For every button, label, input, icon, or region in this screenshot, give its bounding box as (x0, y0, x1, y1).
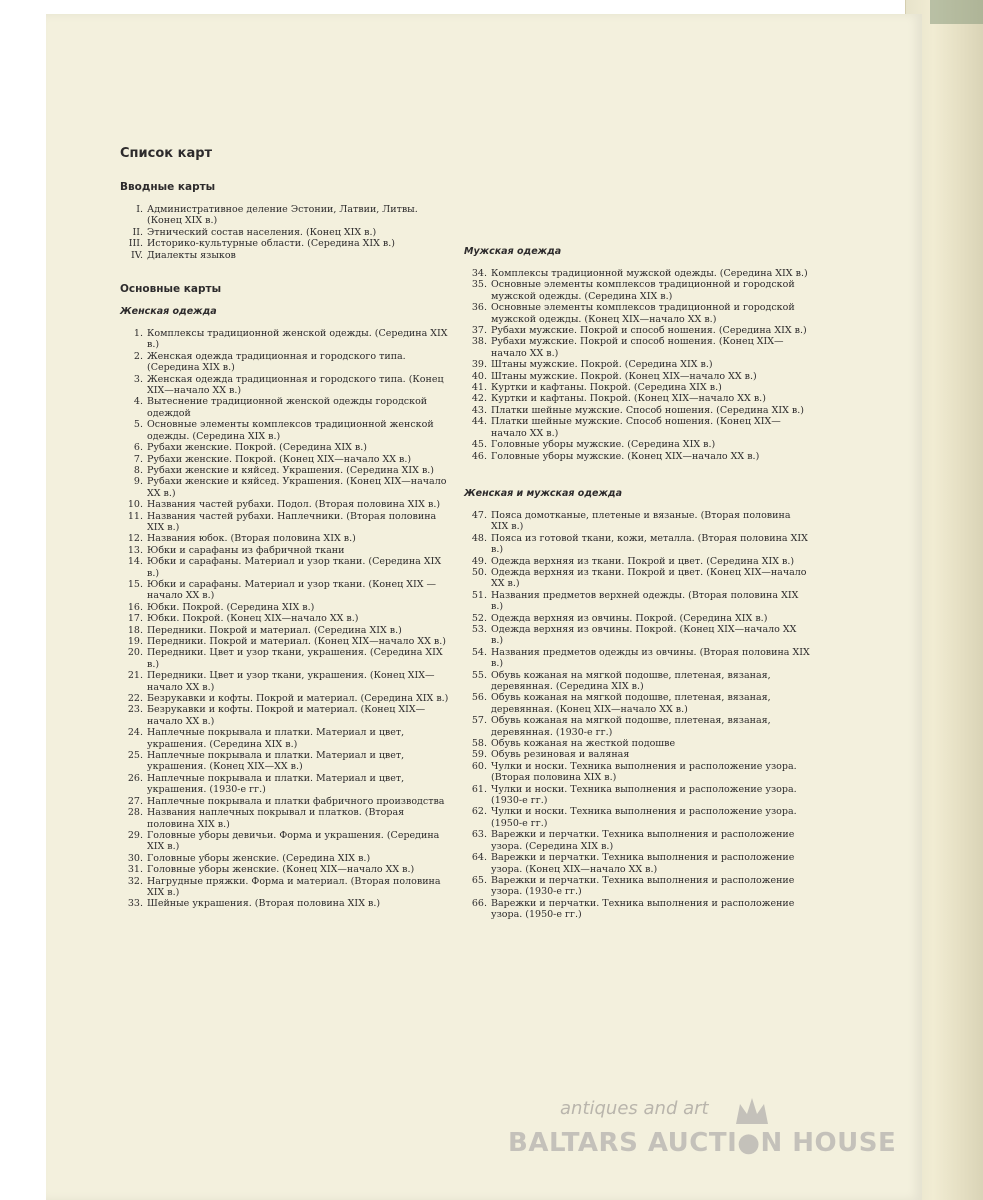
list-item (460, 852, 810, 875)
item-text: Юбки. Покрой. (Конец XIX—начало XX в.) (147, 613, 359, 625)
list-item (116, 351, 451, 374)
item-text: Головные уборы девичьи. Форма и украшения. (Середина XIX в.) (147, 829, 440, 853)
list-item (460, 715, 810, 738)
item-number: 32. (127, 875, 143, 887)
item-text: Варежки и перчатки. Техника выполнения и расположение узора. (Середина XIX в.) (491, 829, 795, 852)
item-text: Названия частей рубахи. Подол. (Вторая половина XIX в.) (147, 499, 441, 511)
item-number: 23. (127, 704, 143, 716)
item-text: Этнический состав населения. (Конец XIX в.) (147, 226, 377, 238)
item-text: Одежда верхняя из ткани. Покрой и цвет. (Середина XIX в.) (491, 555, 795, 567)
list-item (116, 419, 451, 442)
item-number: IV. (131, 249, 143, 261)
list-item (460, 336, 810, 359)
item-text: Основные элементы комплексов традиционной женской одежды. (Середина XIX в.) (147, 419, 434, 442)
item-number: 17. (127, 613, 143, 625)
item-text: Передники. Цвет и узор ткани, украшения. (Середина XIX в.) (147, 647, 443, 670)
item-number: 40. (471, 370, 487, 382)
item-text: Вытеснение традиционной женской одежды городской одеждой (147, 396, 428, 419)
item-text: Рубахи женские. Покрой. (Конец XIX—начало XX в.) (147, 453, 412, 465)
both-list (460, 510, 810, 921)
list-item (116, 556, 451, 579)
list-item (116, 328, 451, 351)
list-item (116, 864, 451, 875)
item-text: Юбки и сарафаны из фабричной ткани (147, 544, 345, 556)
list-item (116, 807, 451, 830)
women-heading: Женская одежда (120, 306, 217, 318)
list-item (116, 238, 451, 249)
list-item (460, 784, 810, 807)
item-number: 21. (127, 670, 143, 682)
item-text: Наплечные покрывала и платки. Материал и цвет, украшения. (Середина XIX в.) (147, 727, 405, 750)
list-item (116, 636, 451, 647)
item-number: 54. (471, 646, 487, 658)
list-item (116, 773, 451, 796)
item-text: Основные элементы комплексов традиционной и городской мужской одежды. (Конец XIX—начало XX в.) (491, 302, 795, 325)
list-item (116, 442, 451, 453)
item-text: Наплечные покрывала и платки. Материал и цвет, украшения. (Конец XIX—XX в.) (147, 750, 405, 773)
item-number: 5. (133, 419, 143, 431)
item-text: Варежки и перчатки. Техника выполнения и расположение узора. (Конец XIX—начало XX в.) (491, 852, 795, 875)
list-item (460, 268, 810, 279)
item-number: 50. (471, 566, 487, 578)
item-text: Историко-культурные области. (Середина XIX в.) (147, 238, 396, 250)
item-text: Рубахи мужские. Покрой и способ ношения. (Конец XIX—начало XX в.) (491, 336, 784, 359)
item-number: 33. (127, 898, 143, 910)
list-item (460, 533, 810, 556)
women-list (116, 328, 451, 910)
list-item (116, 853, 451, 864)
item-text: Безрукавки и кофты. Покрой и материал. (Середина XIX в.) (147, 693, 449, 705)
item-text: Одежда верхняя из овчины. Покрой. (Середина XIX в.) (491, 612, 768, 624)
item-number: 1. (133, 328, 143, 340)
list-item (116, 511, 451, 534)
item-number: 13. (127, 544, 143, 556)
item-text: Передники. Цвет и узор ткани, украшения. (Конец XIX—начало XX в.) (147, 670, 435, 693)
item-number: 8. (133, 464, 143, 476)
item-number: 43. (471, 404, 487, 416)
list-item (460, 416, 810, 439)
item-number: 29. (127, 829, 143, 841)
list-item (460, 829, 810, 852)
item-number: III. (128, 238, 143, 250)
item-number: 58. (471, 738, 487, 750)
item-number: 14. (127, 556, 143, 568)
list-item (460, 556, 810, 567)
item-text: Юбки. Покрой. (Середина XIX в.) (147, 601, 315, 613)
item-number: 65. (471, 874, 487, 886)
item-number: 2. (133, 350, 143, 362)
list-item (116, 796, 451, 807)
item-number: 31. (127, 864, 143, 876)
item-number: 18. (127, 624, 143, 636)
item-text: Нагрудные пряжки. Форма и материал. (Вторая половина XIX в.) (147, 875, 441, 898)
item-text: Головные уборы мужские. (Середина XIX в.) (491, 439, 716, 451)
item-text: Передники. Покрой и материал. (Середина XIX в.) (147, 624, 402, 636)
item-number: 19. (127, 636, 143, 647)
list-item (460, 624, 810, 647)
list-item (116, 830, 451, 853)
item-number: 52. (471, 612, 487, 624)
item-text: Обувь кожаная на мягкой подошве, плетеная, вязаная, деревянная. (Конец XIX—начало XX в.) (491, 692, 771, 715)
document-title: Список карт (120, 146, 213, 161)
men-heading: Мужская одежда (464, 246, 562, 257)
item-text: Обувь кожаная на мягкой подошве, плетеная, вязаная, деревянная. (Середина XIX в.) (491, 669, 771, 692)
item-text: Юбки и сарафаны. Материал и узор ткани. (Середина XIX в.) (147, 556, 442, 579)
list-item (116, 227, 451, 238)
cover-edge (930, 0, 983, 24)
item-text: Платки шейные мужские. Способ ношения. (Конец XIX—начало XX в.) (491, 416, 781, 439)
item-text: Чулки и носки. Техника выполнения и расположение узора. (1930-е гг.) (491, 783, 797, 807)
list-item (116, 465, 451, 476)
list-item (460, 806, 810, 829)
list-item (116, 693, 451, 704)
item-number: 47. (471, 509, 487, 521)
item-number: 39. (471, 359, 487, 371)
item-number: 59. (471, 749, 487, 761)
item-number: 61. (471, 783, 487, 795)
item-number: 60. (471, 760, 487, 772)
item-text: Шейные украшения. (Вторая половина XIX в.) (147, 898, 381, 910)
item-number: 24. (127, 727, 143, 739)
item-number: 25. (127, 750, 143, 762)
item-text: Чулки и носки. Техника выполнения и расположение узора. (1950-е гг.) (491, 806, 797, 829)
item-number: 66. (471, 897, 487, 909)
item-text: Головные уборы женские. (Середина XIX в.) (147, 852, 371, 864)
list-item (116, 898, 451, 909)
item-number: 16. (127, 601, 143, 613)
list-item (460, 359, 810, 370)
item-number: 30. (127, 852, 143, 864)
crown-icon (732, 1094, 772, 1128)
list-item (116, 476, 451, 499)
list-item (116, 625, 451, 636)
item-number: 41. (471, 382, 487, 394)
list-item (116, 670, 451, 693)
item-number: 37. (471, 325, 487, 337)
list-item (116, 374, 451, 397)
item-text: Передники. Покрой и материал. (Конец XIX—начало XX в.) (147, 636, 446, 647)
item-number: 35. (471, 279, 487, 291)
item-text: Чулки и носки. Техника выполнения и расположение узора. (Вторая половина XIX в.) (491, 760, 797, 784)
item-text: Одежда верхняя из овчины. Покрой. (Конец XIX—начало XX в.) (491, 623, 797, 647)
item-text: Комплексы традиционной мужской одежды. (Середина XIX в.) (491, 268, 808, 279)
list-item (460, 738, 810, 749)
list-item (460, 382, 810, 393)
list-item (460, 567, 810, 590)
item-text: Названия предметов верхней одежды. (Вторая половина XIX в.) (491, 589, 799, 613)
list-item (116, 647, 451, 670)
item-text: Безрукавки и кофты. Покрой и материал. (Конец XIX—начало XX в.) (147, 704, 426, 727)
item-number: 7. (133, 453, 143, 465)
list-item (460, 302, 810, 325)
item-number: 51. (471, 589, 487, 601)
item-number: 36. (471, 302, 487, 314)
item-number: II. (132, 226, 143, 238)
list-item (460, 325, 810, 336)
item-text: Обувь резиновая и валяная (491, 749, 630, 761)
item-number: 12. (127, 533, 143, 545)
item-text: Обувь кожаная на мягкой подошве, плетеная, вязаная, деревянная. (1930-е гг.) (491, 715, 771, 738)
list-item (460, 393, 810, 404)
item-text: Рубахи мужские. Покрой и способ ношения. (Середина XIX в.) (491, 325, 807, 337)
list-item (116, 579, 451, 602)
item-number: 55. (471, 669, 487, 681)
item-text: Куртки и кафтаны. Покрой. (Конец XIX—начало XX в.) (491, 393, 766, 405)
item-text: Женская одежда традиционная и городского типа. (Середина XIX в.) (147, 350, 406, 374)
watermark-tagline: antiques and art (560, 1098, 709, 1119)
item-number: I. (136, 204, 143, 215)
item-number: 62. (471, 806, 487, 818)
item-number: 20. (127, 647, 143, 659)
list-item (116, 704, 451, 727)
men-list (460, 268, 810, 462)
list-item (460, 405, 810, 416)
item-number: 56. (471, 692, 487, 704)
item-text: Платки шейные мужские. Способ ношения. (Середина XIX в.) (491, 404, 804, 416)
item-text: Названия предметов одежды из овчины. (Вторая половина XIX в.) (491, 646, 810, 670)
item-number: 53. (471, 623, 487, 635)
list-item (460, 761, 810, 784)
item-number: 45. (471, 439, 487, 451)
list-item (460, 279, 810, 302)
item-text: Пояса из готовой ткани, кожи, металла. (Вторая половина XIX в.) (491, 532, 808, 556)
item-number: 63. (471, 829, 487, 841)
item-text: Юбки и сарафаны. Материал и узор ткани. (Конец XIX — начало XX в.) (147, 578, 437, 602)
item-number: 22. (127, 693, 143, 705)
list-item (116, 613, 451, 624)
item-text: Рубахи женские и кяйсед. Украшения. (Конец XIX—начало XX в.) (147, 476, 447, 499)
list-item (116, 545, 451, 556)
item-text: Наплечные покрывала и платки фабричного производства (147, 795, 445, 807)
item-number: 34. (471, 268, 487, 279)
list-item (116, 533, 451, 544)
item-number: 11. (127, 510, 143, 522)
list-item (460, 451, 810, 462)
list-item (460, 590, 810, 613)
item-number: 46. (471, 450, 487, 462)
item-text: Комплексы традиционной женской одежды. (Середина XIX в.) (147, 328, 448, 351)
item-text: Головные уборы мужские. (Конец XIX—начало XX в.) (491, 450, 760, 462)
item-number: 44. (471, 416, 487, 428)
both-heading: Женская и мужская одежда (464, 487, 622, 499)
item-text: Головные уборы женские. (Конец XIX—начало XX в.) (147, 864, 415, 876)
list-item (460, 875, 810, 898)
list-item (460, 647, 810, 670)
item-number: 3. (133, 373, 143, 385)
item-number: 27. (127, 795, 143, 807)
item-text: Штаны мужские. Покрой. (Конец XIX—начало XX в.) (491, 370, 757, 382)
watermark (500, 1094, 920, 1174)
item-number: 57. (471, 715, 487, 727)
watermark-brand: BALTARS AUCTI●N HOUSE (508, 1128, 897, 1158)
list-item (116, 204, 451, 227)
item-number: 42. (471, 393, 487, 405)
list-item (116, 499, 451, 510)
list-item (116, 727, 451, 750)
item-number: 6. (133, 442, 143, 454)
item-text: Рубахи женские и кяйсед. Украшения. (Середина XIX в.) (147, 464, 435, 476)
intro-list (116, 204, 451, 261)
item-text: Штаны мужские. Покрой. (Середина XIX в.) (491, 359, 713, 371)
item-text: Варежки и перчатки. Техника выполнения и расположение узора. (1930-е гг.) (491, 874, 795, 898)
list-item (460, 613, 810, 624)
right-column (460, 238, 810, 921)
item-text: Названия частей рубахи. Наплечники. (Вторая половина XIX в.) (147, 510, 437, 533)
list-item (460, 898, 810, 921)
list-item (116, 250, 451, 261)
list-item (460, 670, 810, 693)
item-text: Административное деление Эстонии, Латвии, Литвы. (Конец XIX в.) (147, 204, 418, 227)
list-item (116, 876, 451, 899)
item-text: Варежки и перчатки. Техника выполнения и расположение узора. (1950-е гг.) (491, 897, 795, 921)
list-item (460, 749, 810, 760)
item-text: Куртки и кафтаны. Покрой. (Середина XIX в.) (491, 382, 722, 394)
item-text: Женская одежда традиционная и городского типа. (Конец XIX—начало XX в.) (147, 373, 444, 397)
intro-heading: Вводные карты (120, 181, 216, 193)
list-item (116, 454, 451, 465)
item-number: 28. (127, 807, 143, 819)
item-number: 4. (133, 396, 143, 408)
item-number: 64. (471, 852, 487, 864)
list-item (116, 750, 451, 773)
item-text: Одежда верхняя из ткани. Покрой и цвет. (Конец XIX—начало XX в.) (491, 566, 807, 590)
list-item (116, 396, 451, 419)
left-column (116, 146, 451, 910)
item-text: Пояса домотканые, плетеные и вязаные. (Вторая половина XIX в.) (491, 509, 791, 533)
list-item (460, 692, 810, 715)
item-number: 49. (471, 555, 487, 567)
item-number: 15. (127, 578, 143, 590)
main-heading: Основные карты (120, 283, 222, 296)
list-item (116, 602, 451, 613)
list-item (460, 510, 810, 533)
item-number: 9. (133, 476, 143, 488)
list-item (460, 439, 810, 450)
item-text: Обувь кожаная на жесткой подошве (491, 738, 676, 750)
item-number: 38. (471, 336, 487, 348)
item-text: Основные элементы комплексов традиционной и городской мужской одежды. (Середина XIX в.) (491, 279, 795, 302)
list-item (460, 371, 810, 382)
item-text: Названия наплечных покрывал и платков. (Вторая половина XIX в.) (147, 807, 405, 830)
item-text: Диалекты языков (147, 249, 236, 261)
item-number: 10. (127, 499, 143, 511)
item-text: Рубахи женские. Покрой. (Середина XIX в.) (147, 442, 368, 454)
item-number: 26. (127, 772, 143, 784)
item-text: Наплечные покрывала и платки. Материал и цвет, украшения. (1930-е гг.) (147, 772, 405, 796)
item-number: 48. (471, 532, 487, 544)
item-text: Названия юбок. (Вторая половина XIX в.) (147, 533, 356, 545)
